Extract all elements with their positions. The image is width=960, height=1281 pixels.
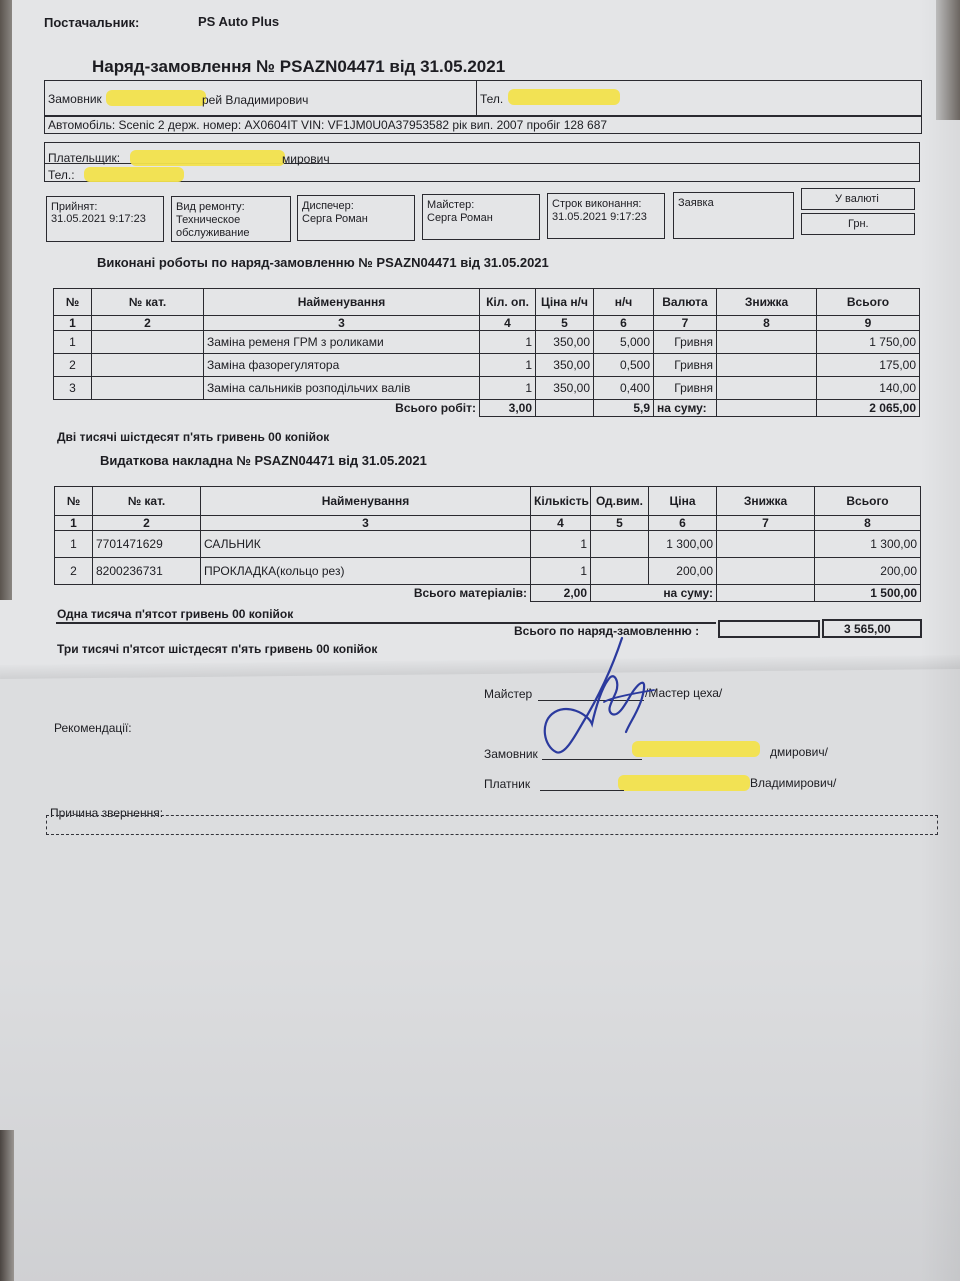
table-row bbox=[54, 331, 920, 354]
column-number: 4 bbox=[480, 316, 536, 331]
cell-hours: 0,400 bbox=[594, 377, 654, 400]
redaction-mark bbox=[508, 89, 620, 105]
column-number: 4 bbox=[531, 516, 591, 531]
cell-total: 1 300,00 bbox=[815, 531, 921, 558]
cell-total: 175,00 bbox=[817, 354, 920, 377]
customer-signature-label: Замовник bbox=[484, 747, 538, 761]
works-table bbox=[53, 288, 920, 417]
column-number: 1 bbox=[54, 316, 92, 331]
invoice-table bbox=[54, 486, 921, 602]
payer-value: мирович bbox=[282, 152, 330, 166]
cell-index: 3 bbox=[54, 377, 92, 400]
column-number: 2 bbox=[92, 316, 204, 331]
empty-cell bbox=[717, 585, 815, 602]
column-number: 1 bbox=[55, 516, 93, 531]
supplier-value: PS Auto Plus bbox=[198, 14, 280, 29]
column-number: 6 bbox=[594, 316, 654, 331]
header-cell: Найменування bbox=[204, 289, 480, 316]
cell-currency: Гривня bbox=[654, 354, 717, 377]
invoice-header-row bbox=[55, 487, 921, 516]
grand-total-value: 3 565,00 bbox=[844, 622, 891, 636]
header-cell: Ціна н/ч bbox=[536, 289, 594, 316]
header-cell: Кількість bbox=[531, 487, 591, 516]
grand-total-label: Всього по наряд-замовленню : bbox=[514, 624, 700, 638]
works-total-hours: 5,9 bbox=[594, 400, 654, 417]
invoice-title: Видаткова накладна № PSAZN04471 від 31.05.2021 bbox=[100, 453, 427, 468]
currency-label: У валюті bbox=[835, 193, 879, 205]
invoice-total-qty: 2,00 bbox=[531, 585, 591, 602]
column-number: 5 bbox=[536, 316, 594, 331]
column-number: 8 bbox=[717, 316, 817, 331]
grand-total-spacer bbox=[718, 620, 820, 638]
master-value: Серга Роман bbox=[427, 212, 493, 224]
header-cell: Всього bbox=[815, 487, 921, 516]
column-number: 9 bbox=[817, 316, 920, 331]
header-cell: № bbox=[54, 289, 92, 316]
header-cell: Од.вим. bbox=[591, 487, 649, 516]
cell-total: 1 750,00 bbox=[817, 331, 920, 354]
accepted-label: Прийнят: bbox=[51, 201, 98, 213]
cell-price: 200,00 bbox=[649, 558, 717, 585]
accepted-value: 31.05.2021 9:17:23 bbox=[51, 213, 146, 225]
cell-name: ПРОКЛАДКА(кольцо рез) bbox=[201, 558, 531, 585]
header-cell: Найменування bbox=[201, 487, 531, 516]
works-total-label: Всього робіт: bbox=[54, 400, 480, 417]
works-total-sum: 2 065,00 bbox=[817, 400, 920, 417]
column-number: 8 bbox=[815, 516, 921, 531]
header-cell: Всього bbox=[817, 289, 920, 316]
cell-unit bbox=[591, 531, 649, 558]
redaction-mark bbox=[130, 150, 285, 166]
master-label: Майстер: bbox=[427, 199, 475, 211]
works-total-row bbox=[54, 400, 920, 417]
cell-qty: 1 bbox=[480, 354, 536, 377]
cell-index: 1 bbox=[54, 331, 92, 354]
cell-catalog: 7701471629 bbox=[93, 531, 201, 558]
cell-index: 2 bbox=[55, 558, 93, 585]
payer-signature-label: Платник bbox=[484, 777, 531, 791]
header-cell: № кат. bbox=[93, 487, 201, 516]
empty-cell bbox=[717, 400, 817, 417]
cell-rate: 350,00 bbox=[536, 331, 594, 354]
invoice-total-label: Всього матеріалів: bbox=[55, 585, 531, 602]
document-title: Наряд-замовлення № PSAZN04471 від 31.05.2021 bbox=[92, 57, 506, 76]
empty-cell bbox=[536, 400, 594, 417]
background-edge-bottom-left bbox=[0, 1130, 14, 1281]
invoice-sum-label: на суму: bbox=[591, 585, 717, 602]
column-number: 3 bbox=[204, 316, 480, 331]
background-edge-left bbox=[0, 0, 12, 600]
cell-index: 2 bbox=[54, 354, 92, 377]
header-cell: Знижка bbox=[717, 289, 817, 316]
deadline-label: Строк виконання: bbox=[552, 198, 642, 210]
redaction-mark bbox=[106, 90, 206, 106]
works-sum-label: на суму: bbox=[654, 400, 717, 417]
header-cell: № bbox=[55, 487, 93, 516]
works-amount-in-words: Дві тисячі шістдесят п'ять гривень 00 копійок bbox=[57, 430, 330, 444]
works-header-row bbox=[54, 289, 920, 316]
cell-discount bbox=[717, 531, 815, 558]
cell-currency: Гривня bbox=[654, 331, 717, 354]
works-total-qty: 3,00 bbox=[480, 400, 536, 417]
repair-type-label: Вид ремонту: bbox=[176, 201, 245, 213]
cell-hours: 0,500 bbox=[594, 354, 654, 377]
cell-discount bbox=[717, 354, 817, 377]
table-row bbox=[55, 558, 921, 585]
deadline-value: 31.05.2021 9:17:23 bbox=[552, 211, 647, 223]
header-cell: Кіл. оп. bbox=[480, 289, 536, 316]
works-column-numbers bbox=[54, 316, 920, 331]
invoice-amount-in-words: Одна тисяча п'ятсот гривень 00 копійок bbox=[57, 607, 294, 621]
cell-catalog bbox=[92, 377, 204, 400]
header-cell: Валюта bbox=[654, 289, 717, 316]
cell-total: 140,00 bbox=[817, 377, 920, 400]
phone-label: Тел. bbox=[480, 92, 504, 106]
cell-rate: 350,00 bbox=[536, 377, 594, 400]
column-number: 3 bbox=[201, 516, 531, 531]
cell-catalog: 8200236731 bbox=[93, 558, 201, 585]
cell-discount bbox=[717, 558, 815, 585]
recommendations-label: Рекомендації: bbox=[54, 721, 132, 735]
cell-qty: 1 bbox=[531, 558, 591, 585]
repair-type-value-2: обслуживание bbox=[176, 227, 250, 239]
redaction-mark bbox=[618, 775, 750, 791]
cell-currency: Гривня bbox=[654, 377, 717, 400]
background-edge-right bbox=[936, 0, 960, 120]
cell-unit bbox=[591, 558, 649, 585]
payer-signature-name: Владимирович/ bbox=[750, 776, 837, 790]
paper-shadow-bottom bbox=[0, 950, 960, 1281]
table-row bbox=[55, 531, 921, 558]
request-label: Заявка bbox=[678, 197, 714, 209]
customer-value: рей Владимирович bbox=[202, 93, 309, 107]
customer-signature-name: дмирович/ bbox=[770, 745, 828, 759]
table-row bbox=[54, 377, 920, 400]
redaction-mark bbox=[84, 167, 184, 182]
master-signature-label: Майстер bbox=[484, 687, 533, 701]
cell-price: 1 300,00 bbox=[649, 531, 717, 558]
cell-index: 1 bbox=[55, 531, 93, 558]
column-number: 2 bbox=[93, 516, 201, 531]
payer-label: Плательщик: bbox=[48, 151, 121, 165]
car-details: Автомобіль: Scenic 2 держ. номер: AX0604IT VIN: VF1JM0U0A37953582 рік вип. 2007 пробіг 128 687 bbox=[48, 118, 608, 132]
cell-name: САЛЬНИК bbox=[201, 531, 531, 558]
column-number: 7 bbox=[654, 316, 717, 331]
cell-qty: 1 bbox=[531, 531, 591, 558]
cell-rate: 350,00 bbox=[536, 354, 594, 377]
cell-name: Заміна ременя ГРМ з роликами bbox=[204, 331, 480, 354]
currency-value: Грн. bbox=[848, 218, 869, 230]
table-row bbox=[54, 354, 920, 377]
column-number: 6 bbox=[649, 516, 717, 531]
works-title: Виконані роботы по наряд-замовленню № PSAZN04471 від 31.05.2021 bbox=[97, 255, 549, 270]
cell-catalog bbox=[92, 354, 204, 377]
invoice-total-row bbox=[55, 585, 921, 602]
cell-discount bbox=[717, 331, 817, 354]
supplier-label: Постачальник: bbox=[44, 15, 140, 30]
dispatcher-value: Серга Роман bbox=[302, 213, 368, 225]
header-cell: Ціна bbox=[649, 487, 717, 516]
invoice-column-numbers bbox=[55, 516, 921, 531]
payer-signature-line bbox=[540, 790, 624, 791]
handwritten-signature bbox=[530, 628, 670, 768]
master-role: /Мастер цеха/ bbox=[645, 686, 723, 700]
cell-hours: 5,000 bbox=[594, 331, 654, 354]
header-cell: н/ч bbox=[594, 289, 654, 316]
cell-discount bbox=[717, 377, 817, 400]
invoice-total-sum: 1 500,00 bbox=[815, 585, 921, 602]
cell-name: Заміна фазорегулятора bbox=[204, 354, 480, 377]
repair-type-value-1: Техническое bbox=[176, 214, 241, 226]
cell-total: 200,00 bbox=[815, 558, 921, 585]
cell-catalog bbox=[92, 331, 204, 354]
cell-qty: 1 bbox=[480, 377, 536, 400]
column-number: 7 bbox=[717, 516, 815, 531]
customer-label: Замовник bbox=[48, 92, 102, 106]
dispatcher-label: Диспечер: bbox=[302, 200, 354, 212]
payer-phone-label: Тел.: bbox=[48, 168, 75, 182]
column-number: 5 bbox=[591, 516, 649, 531]
reason-field bbox=[46, 815, 938, 835]
grand-total-in-words: Три тисячі п'ятсот шістдесят п'ять гривень 00 копійок bbox=[57, 642, 378, 656]
header-cell: Знижка bbox=[717, 487, 815, 516]
header-cell: № кат. bbox=[92, 289, 204, 316]
cell-name: Заміна сальників розподільчих валів bbox=[204, 377, 480, 400]
cell-qty: 1 bbox=[480, 331, 536, 354]
reason-label: Причина звернення: bbox=[50, 806, 164, 820]
